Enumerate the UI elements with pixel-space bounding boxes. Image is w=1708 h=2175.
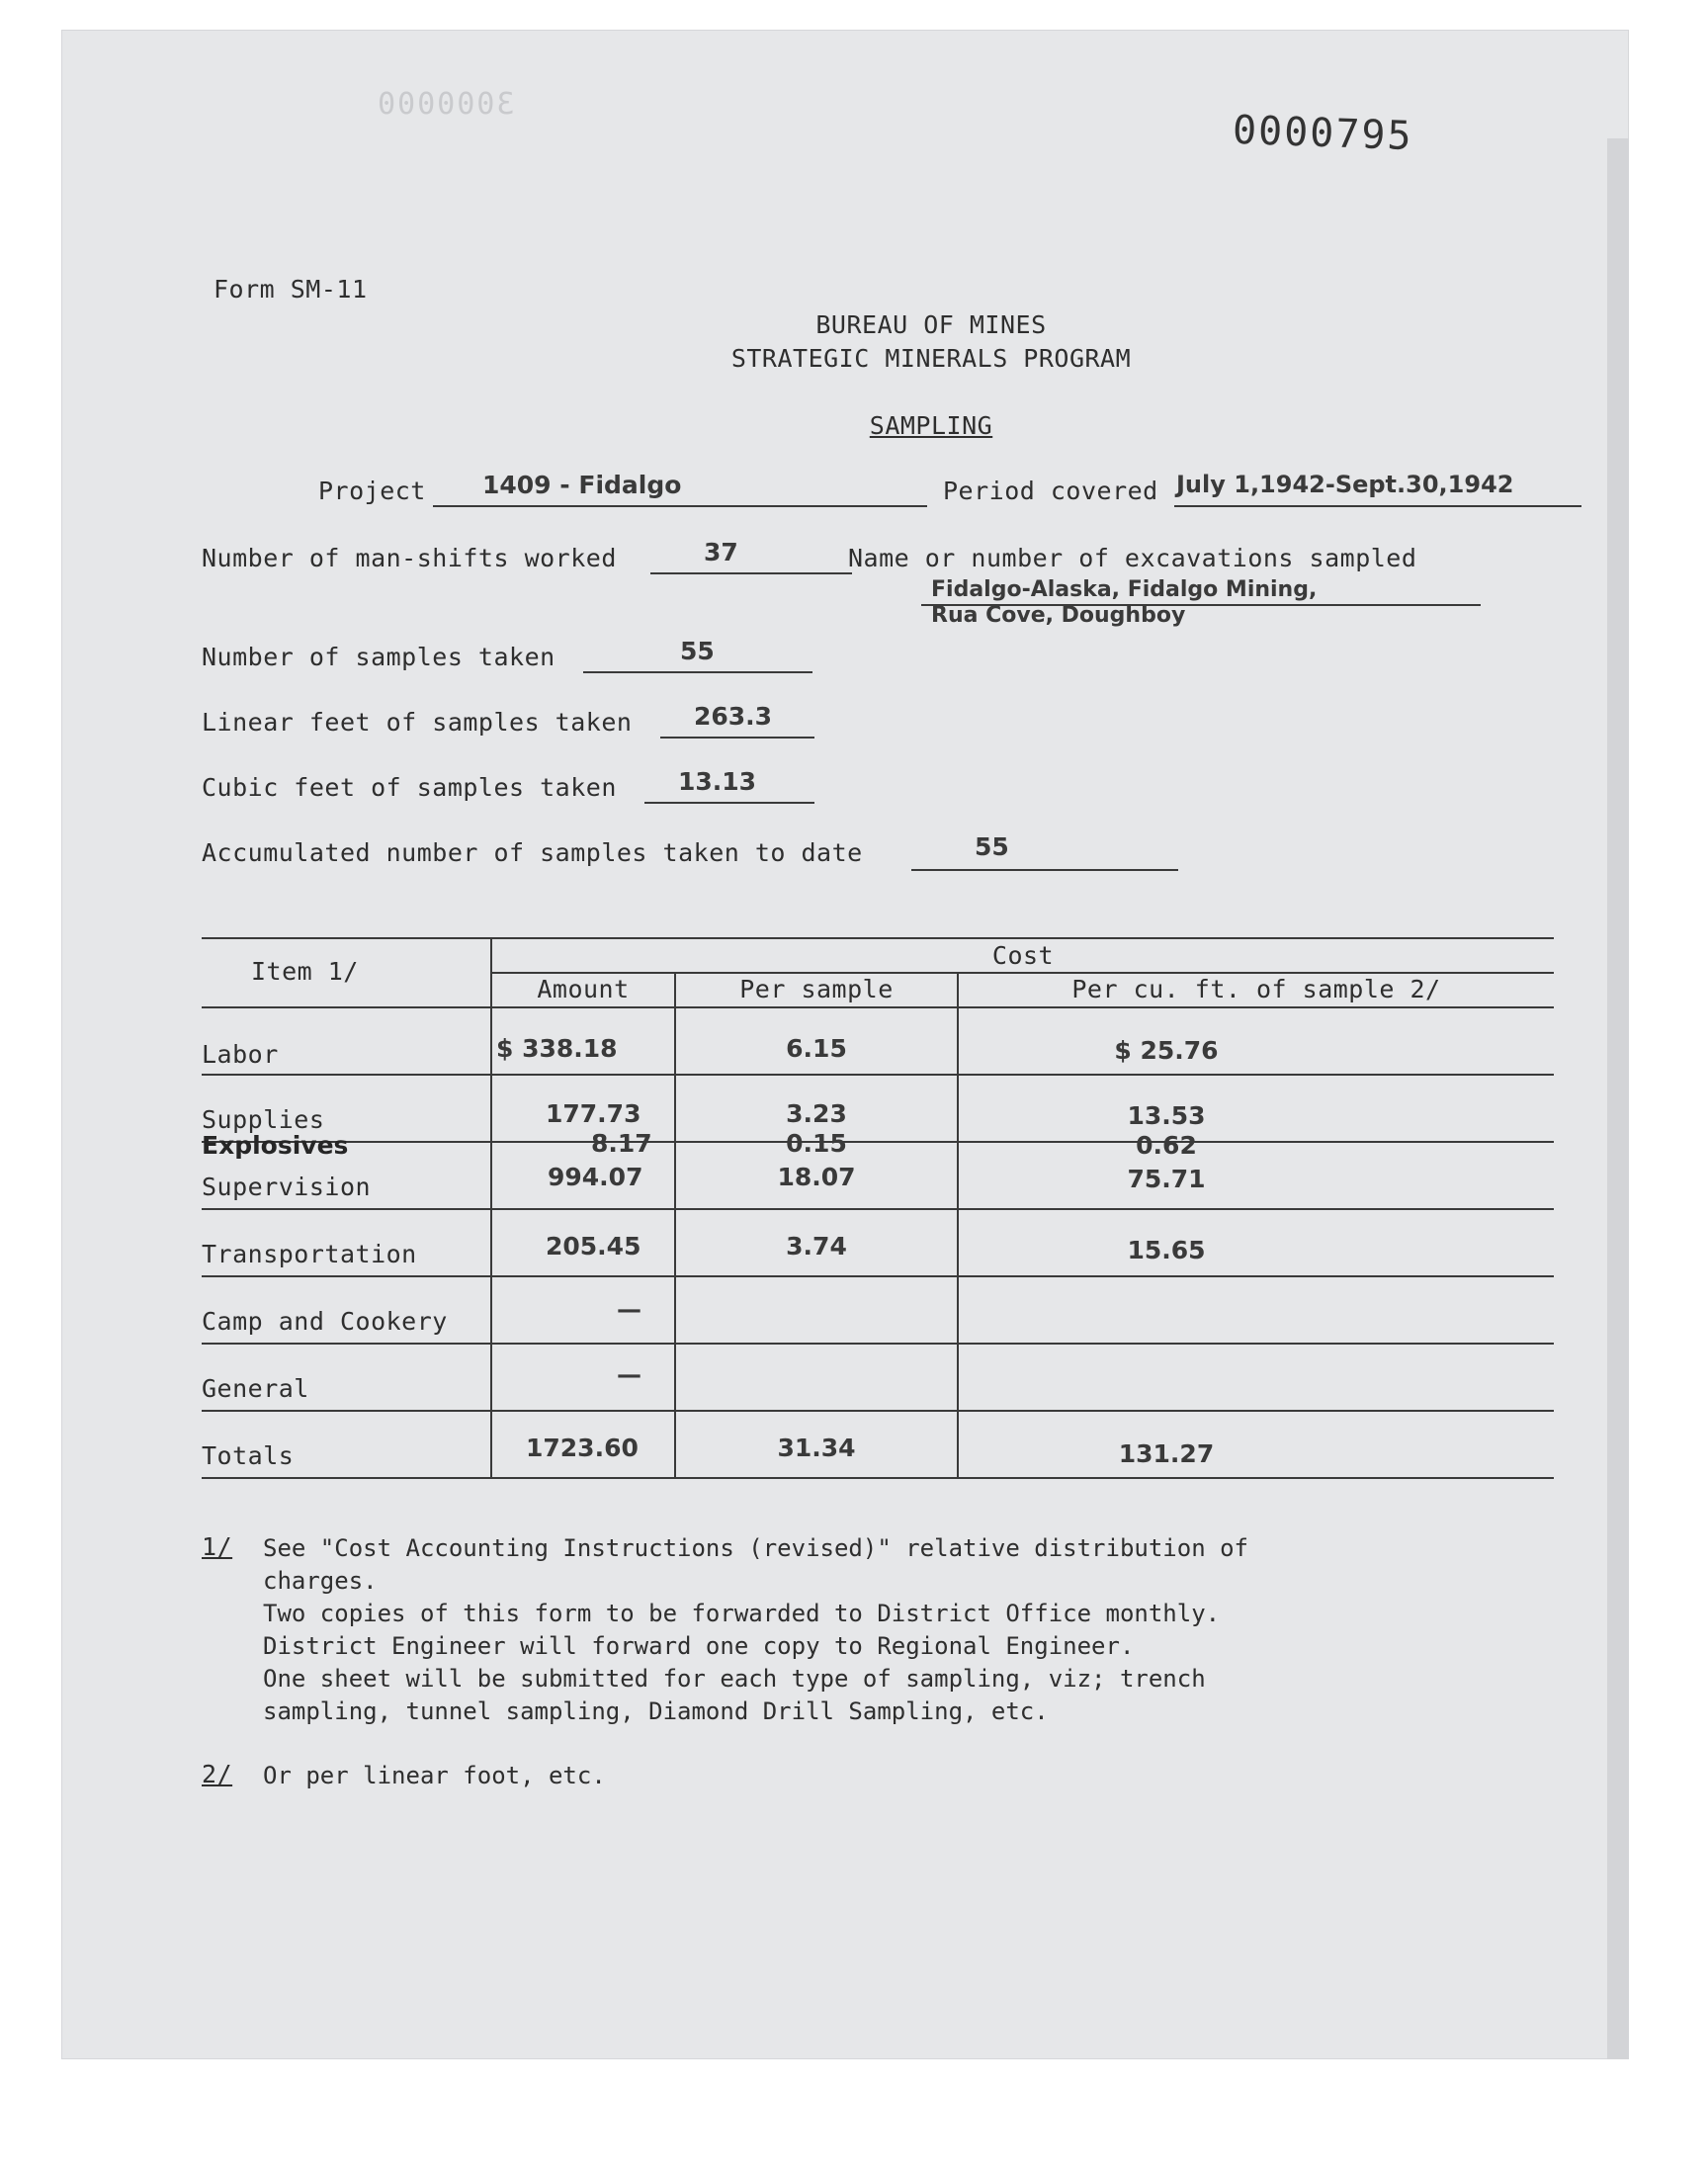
footnote-1-line: See "Cost Accounting Instructions (revised)" relative distribution of (263, 1534, 1248, 1562)
page-edge-shadow (1607, 138, 1629, 2059)
row-per-sample-supervision: 18.07 (777, 1163, 856, 1191)
row-per-sample-transportation: 3.74 (786, 1232, 847, 1261)
row-rule-labor (202, 1074, 1554, 1076)
row-amount-totals: 1723.60 (526, 1434, 639, 1462)
cost-column-header: Cost (991, 941, 1055, 970)
footnote-1-line: Two copies of this form to be forwarded to District Office monthly. (263, 1600, 1221, 1627)
cost-subheader-rule (492, 972, 1554, 974)
accumulated-underline (911, 869, 1178, 871)
form-title (457, 411, 1406, 440)
manshifts-underline (650, 572, 852, 574)
row-item-general: General (202, 1374, 309, 1403)
row-per-cuft-totals: 131.27 (1118, 1439, 1215, 1468)
row-rule-supervision (202, 1208, 1554, 1210)
row-item-labor: Labor (202, 1040, 279, 1069)
footnote-1-line: One sheet will be submitted for each type of sampling, viz; trench (263, 1665, 1206, 1693)
linear-feet-value: 263.3 (694, 702, 773, 731)
row-per-cuft-explosives: 0.62 (1136, 1131, 1197, 1160)
form-id: Form SM-11 (214, 275, 368, 304)
item-column-header: Item 1/ (251, 957, 359, 986)
manshifts-value: 37 (704, 538, 738, 566)
project-value: 1409 - Fidalgo (482, 471, 682, 499)
row-amount-explosives: 8.17 (591, 1129, 652, 1158)
row-per-sample-totals: 31.34 (777, 1434, 856, 1462)
row-per-sample-explosives: 0.15 (786, 1129, 847, 1158)
samples-label: Number of samples taken (202, 643, 555, 671)
ghost-bleedthrough-number: 3000000 (376, 87, 515, 122)
row-amount-labor: $ 338.18 (496, 1034, 618, 1063)
document-page (61, 30, 1629, 2059)
samples-underline (583, 671, 812, 673)
header-bottom-rule (202, 1006, 1554, 1008)
row-item-explosives: Explosives (202, 1131, 349, 1160)
footnote-1-line: sampling, tunnel sampling, Diamond Drill Sampling, etc. (263, 1697, 1049, 1725)
form-title-text: SAMPLING (869, 411, 993, 440)
row-rule-transportation (202, 1275, 1554, 1277)
period-underline (1174, 505, 1581, 507)
agency-heading: BUREAU OF MINES (815, 310, 1047, 339)
footnote-1-mark: 1/ (202, 1532, 233, 1561)
footnote-1-body (263, 1532, 1248, 1728)
excavations-label: Name or number of excavations sampled (848, 544, 1417, 572)
excavations-value-line1: Fidalgo-Alaska, Fidalgo Mining, (931, 577, 1318, 602)
row-per-cuft-labor: $ 25.76 (1114, 1036, 1219, 1065)
cubic-feet-underline (644, 802, 814, 804)
footnote-2-mark: 2/ (202, 1760, 233, 1788)
row-rule-totals (202, 1477, 1554, 1479)
accumulated-label: Accumulated number of samples taken to date (202, 838, 863, 867)
row-per-sample-supplies: 3.23 (786, 1099, 847, 1128)
row-item-supplies: Supplies (202, 1105, 325, 1134)
per-cuft-column-header: Per cu. ft. of sample 2/ (1071, 975, 1441, 1003)
row-rule-general (202, 1410, 1554, 1412)
row-amount-camp-cookery: — (617, 1295, 641, 1324)
row-per-sample-labor: 6.15 (786, 1034, 847, 1063)
cubic-feet-label: Cubic feet of samples taken (202, 773, 617, 802)
table-top-rule (202, 937, 1554, 939)
samples-value: 55 (680, 637, 715, 665)
row-amount-transportation: 205.45 (546, 1232, 641, 1261)
linear-feet-underline (660, 737, 814, 739)
manshifts-label: Number of man-shifts worked (202, 544, 617, 572)
period-value: July 1,1942-Sept.30,1942 (1176, 471, 1514, 498)
footnote-2-body: Or per linear foot, etc. (263, 1762, 606, 1789)
footnote-1-line: District Engineer will forward one copy to Regional Engineer. (263, 1632, 1135, 1660)
project-label: Project (318, 477, 426, 505)
project-underline (433, 505, 927, 507)
row-item-supervision: Supervision (202, 1173, 372, 1201)
excavations-value-line2: Rua Cove, Doughboy (931, 603, 1186, 628)
row-amount-supervision: 994.07 (548, 1163, 643, 1191)
linear-feet-label: Linear feet of samples taken (202, 708, 633, 737)
row-amount-supplies: 177.73 (546, 1099, 641, 1128)
row-per-cuft-transportation: 15.65 (1127, 1236, 1206, 1264)
cubic-feet-value: 13.13 (678, 767, 757, 796)
row-rule-camp (202, 1343, 1554, 1345)
footnote-1-line: charges. (263, 1567, 378, 1595)
row-item-transportation: Transportation (202, 1240, 417, 1268)
col-rule-amount (490, 937, 492, 1477)
program-heading: STRATEGIC MINERALS PROGRAM (730, 344, 1132, 373)
row-amount-general: — (617, 1360, 641, 1389)
row-item-camp-cookery: Camp and Cookery (202, 1307, 448, 1336)
accumulated-value: 55 (975, 832, 1009, 861)
amount-column-header: Amount (537, 975, 630, 1003)
document-number-stamp: 0000795 (1232, 107, 1414, 160)
per-sample-column-header: Per sample (739, 975, 894, 1003)
row-per-cuft-supplies: 13.53 (1127, 1101, 1206, 1130)
period-label: Period covered (943, 477, 1158, 505)
row-per-cuft-supervision: 75.71 (1127, 1165, 1206, 1193)
row-item-totals: Totals (202, 1441, 295, 1470)
